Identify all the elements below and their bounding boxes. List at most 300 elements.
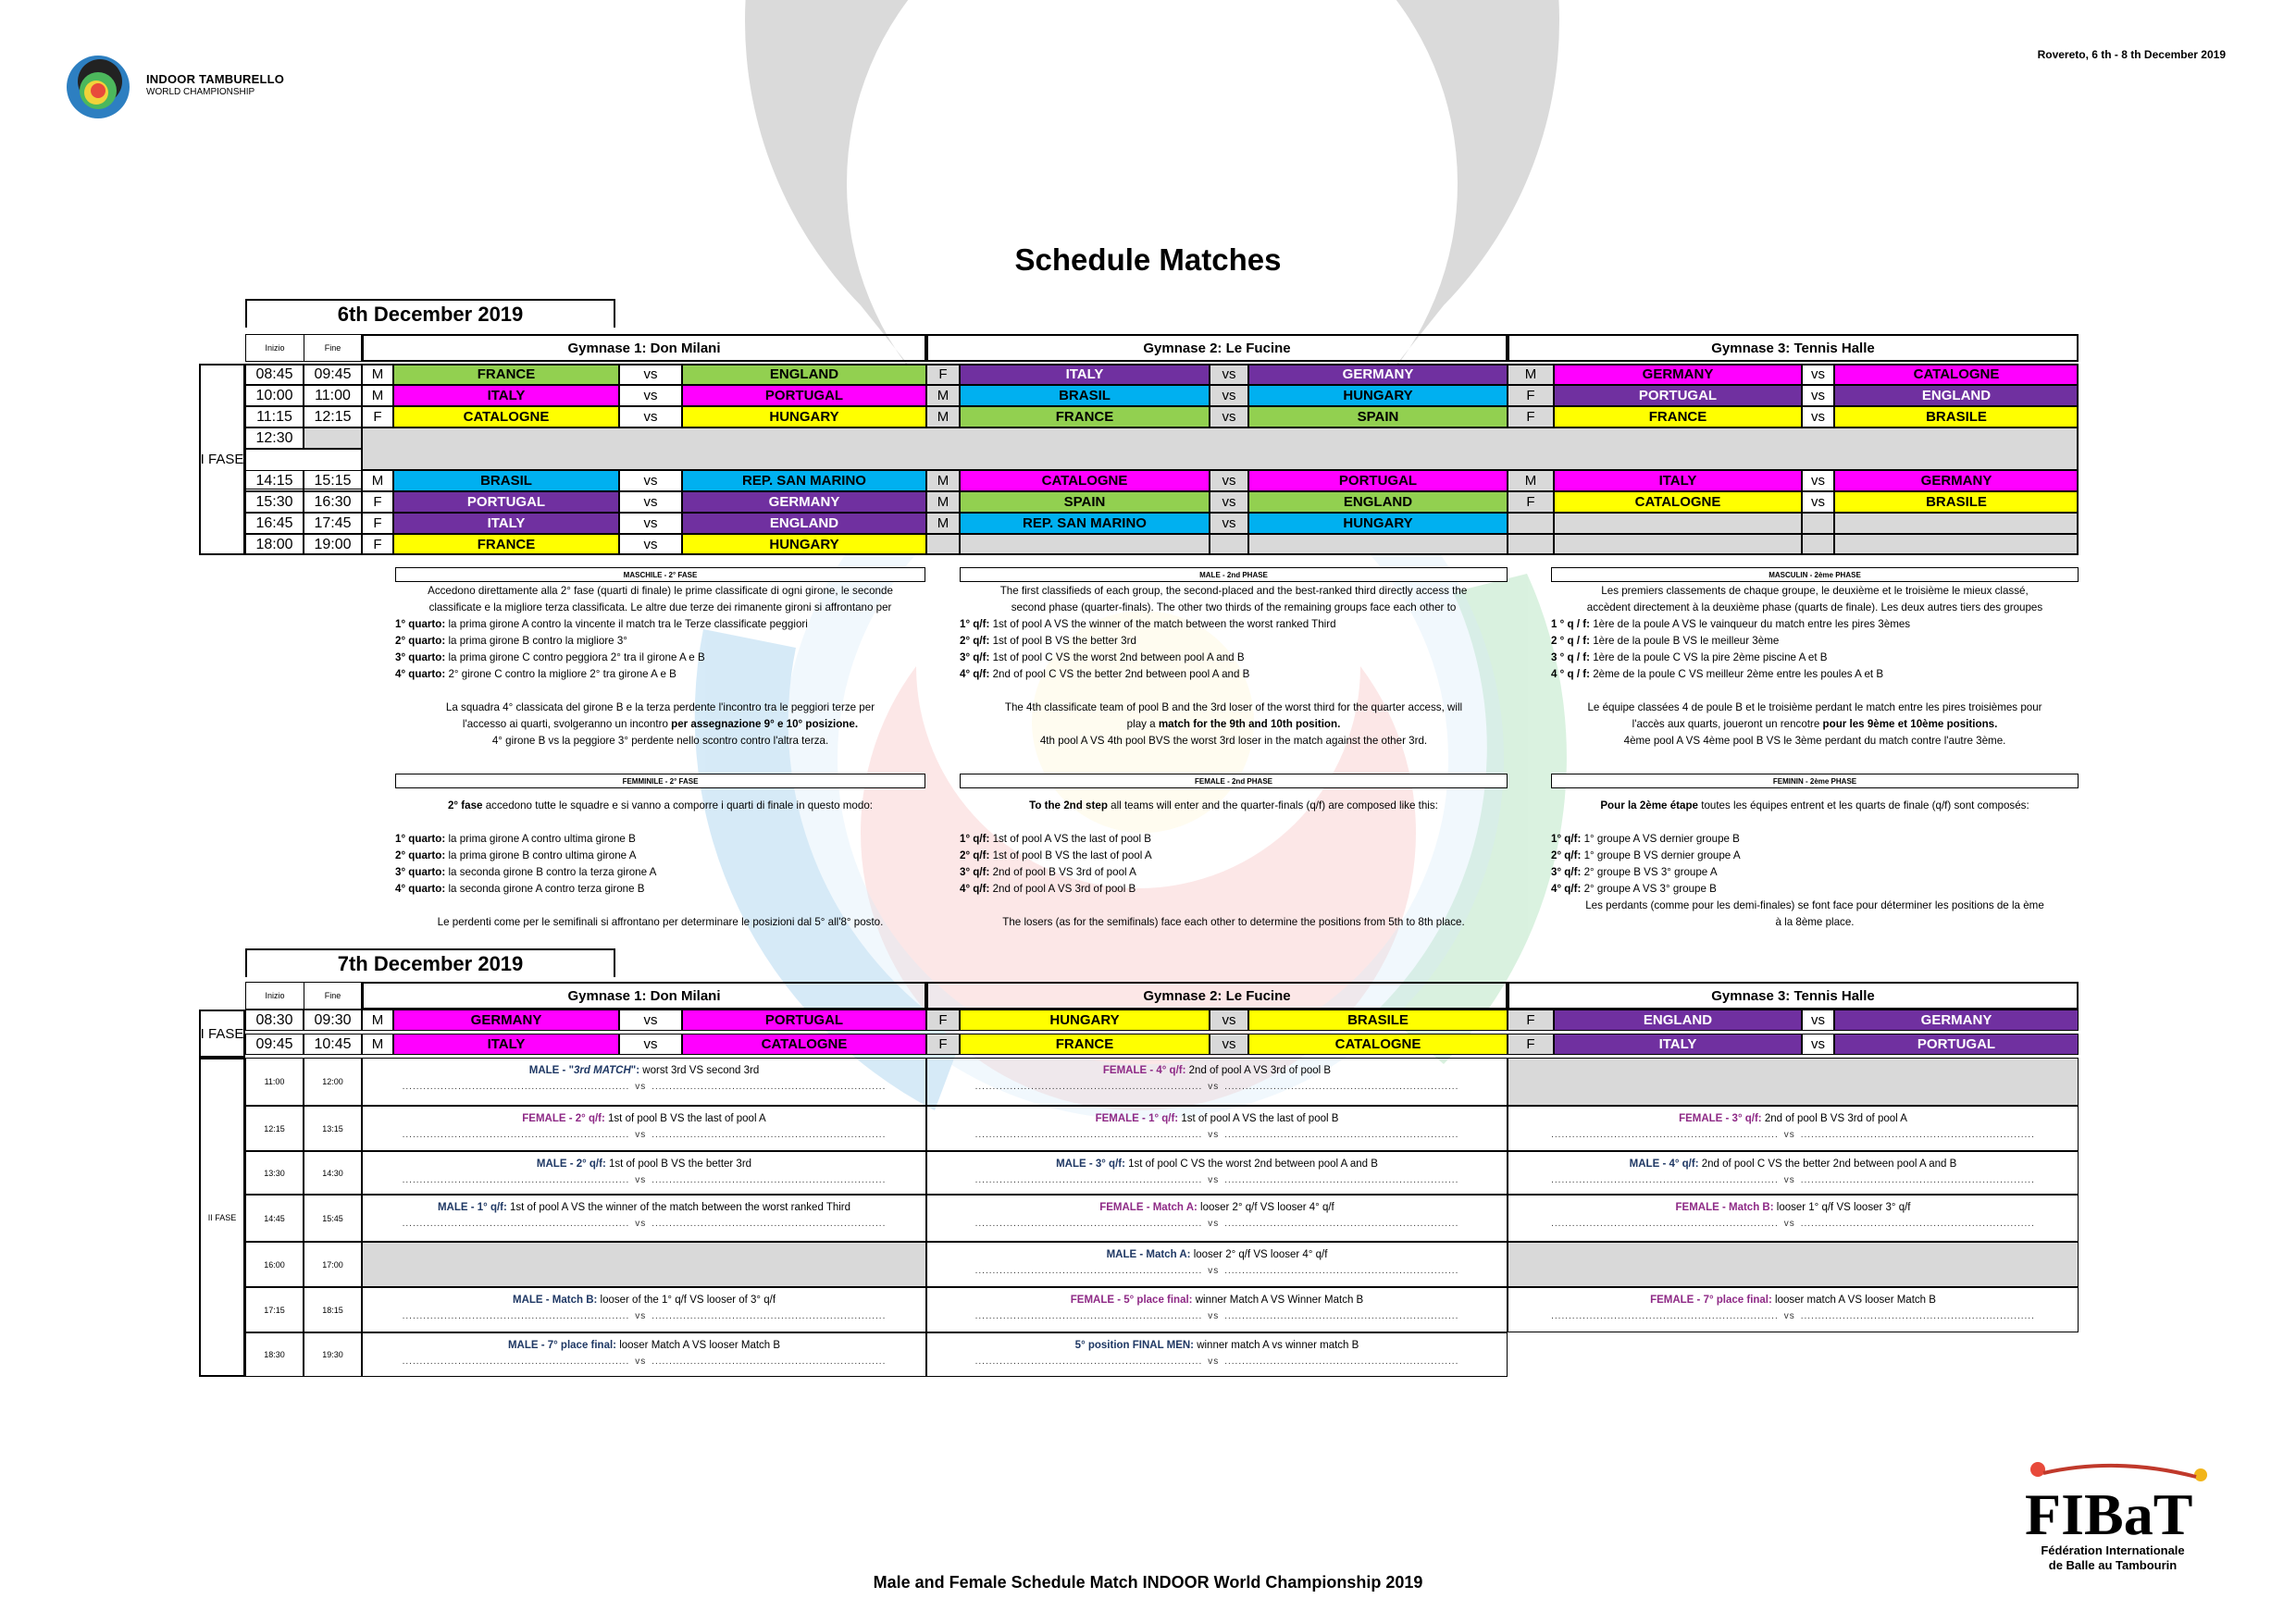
phase-label: I FASE: [199, 364, 245, 555]
note-text: 2° quarto:: [395, 635, 446, 647]
note-text: 1° quarto:: [395, 618, 446, 630]
start-time: 11:15: [245, 406, 304, 427]
team-blank-home: .................................................................: [402, 1082, 630, 1092]
note-line: [960, 583, 1508, 600]
event-logo: [65, 54, 370, 128]
note-line: [1551, 864, 2079, 881]
match-entry-line: [1508, 1308, 2078, 1325]
vs-label: vs: [1210, 1010, 1248, 1031]
match-entry-line: [363, 1079, 925, 1096]
gender-label: M: [926, 385, 960, 406]
note-line: [960, 683, 1508, 700]
match-slot: [1508, 1151, 2079, 1195]
vs-label: vs: [1802, 385, 1834, 406]
vs-label: vs: [619, 534, 682, 555]
match-rule: 1st of pool C VS the worst 2nd between pool A and B: [1124, 1158, 1378, 1170]
phase1-label: I FASE: [199, 1010, 245, 1058]
en-female-notes: [960, 798, 1508, 931]
team-home: FRANCE: [960, 406, 1210, 427]
vs-label: vs: [619, 385, 682, 406]
match-rule: 1st of pool B VS the last of pool A: [604, 1113, 766, 1124]
note-text: The losers (as for the semifinals) face each other to determine the positions from 5th to 8th place.: [1002, 916, 1465, 928]
team-away: PORTUGAL: [1834, 1034, 2079, 1055]
note-line: [1551, 798, 2079, 814]
vs-label: vs: [619, 1010, 682, 1031]
end-label: Fine: [304, 334, 362, 362]
team-blank-away: ...................................................................: [1224, 1082, 1459, 1092]
team-home: BRASIL: [393, 470, 619, 491]
note-line: [395, 733, 925, 750]
note-text: 4 ° q / f:: [1551, 668, 1590, 680]
end-time: 14:30: [304, 1151, 362, 1195]
match-title: FEMALE - 3° q/f:: [1679, 1113, 1762, 1124]
note-line: [1551, 583, 2079, 600]
note-text: per assegnazione 9° e 10° posizione.: [671, 718, 859, 730]
note-text: 2 ° q / f:: [1551, 635, 1590, 647]
team-away: ENGLAND: [1834, 385, 2079, 406]
match-title: FEMALE - Match A:: [1099, 1202, 1198, 1213]
note-line: [395, 831, 925, 848]
note-line: [960, 733, 1508, 750]
match-description: [363, 1337, 925, 1354]
team-home: ITALY: [960, 364, 1210, 385]
empty-slot: [1802, 534, 1834, 555]
match-description: [927, 1199, 1507, 1216]
note-text: 1° groupe B VS dernier groupe A: [1581, 849, 1741, 861]
note-text: [395, 899, 398, 911]
note-line: [395, 848, 925, 864]
note-text: [1232, 685, 1235, 697]
match-slot: [926, 1195, 1508, 1242]
note-line: [1551, 716, 2079, 733]
match-slot: [362, 1106, 926, 1151]
fr-female-heading: FEMININ - 2ème PHASE: [1551, 774, 2079, 788]
start-time: 15:30: [245, 491, 304, 513]
phase2-label: II FASE: [199, 1058, 245, 1377]
end-time: 15:45: [304, 1195, 362, 1242]
team-home: REP. SAN MARINO: [960, 513, 1210, 534]
vs-label: vs: [619, 470, 682, 491]
vs-label: vs: [1210, 513, 1248, 534]
team-blank-away: ...................................................................: [1224, 1219, 1459, 1229]
note-line: [1551, 881, 2079, 898]
note-text: 3° quarto:: [395, 866, 446, 878]
end-time: 10:45: [304, 1034, 362, 1055]
team-blank-away: ...................................................................: [1800, 1175, 2035, 1185]
gender-label: F: [926, 1010, 960, 1031]
vs-label: vs: [1208, 1266, 1220, 1276]
team-home: ITALY: [1554, 1034, 1802, 1055]
vs-label: vs: [1783, 1130, 1795, 1140]
team-blank-away: ...................................................................: [652, 1175, 887, 1185]
note-text: 3° q/f:: [1551, 866, 1582, 878]
team-away: CATALOGNE: [682, 1034, 926, 1055]
note-line: [395, 898, 925, 914]
gender-label: F: [1508, 491, 1554, 513]
match-slot: [362, 1058, 926, 1106]
note-text: 1st of pool C VS the worst 2nd between pool A and B: [989, 651, 1245, 663]
note-text: 1° q/f:: [960, 833, 990, 845]
note-line: [960, 700, 1508, 716]
team-home: GERMANY: [393, 1010, 619, 1031]
match-slot: [1508, 1287, 2079, 1332]
team-blank-away: ...................................................................: [652, 1357, 887, 1367]
team-home: FRANCE: [960, 1034, 1210, 1055]
note-line: [395, 700, 925, 716]
note-line: [960, 716, 1508, 733]
note-text: 1st of pool B VS the better 3rd: [989, 635, 1136, 647]
match-description: [1508, 1156, 2078, 1172]
note-line: [395, 914, 925, 931]
team-blank-home: .................................................................: [974, 1130, 1203, 1140]
note-text: 2° quarto:: [395, 849, 446, 861]
team-blank-home: .................................................................: [974, 1082, 1203, 1092]
team-away: CATALOGNE: [1834, 364, 2079, 385]
team-home: CATALOGNE: [960, 470, 1210, 491]
gender-label: F: [362, 534, 393, 555]
end-time: 17:00: [304, 1242, 362, 1287]
note-line: [960, 600, 1508, 616]
note-line: [1551, 600, 2079, 616]
team-home: ITALY: [393, 1034, 619, 1055]
empty-slot: [960, 534, 1210, 555]
end-time: 18:15: [304, 1287, 362, 1332]
note-text: 3° quarto:: [395, 651, 446, 663]
match-title: MALE - 2° q/f:: [536, 1158, 606, 1170]
tamburello-logo-icon: [65, 54, 131, 120]
note-text: toutes les équipes entrent et les quarts de finale (q/f) sont composés:: [1698, 799, 2029, 812]
note-line: [395, 881, 925, 898]
match-rule: looser 2° q/f VS looser 4° q/f: [1197, 1202, 1334, 1213]
match-slot: [926, 1332, 1508, 1377]
vs-label: vs: [1210, 406, 1248, 427]
start-time: 10:00: [245, 385, 304, 406]
team-away: PORTUGAL: [1248, 470, 1508, 491]
team-away: BRASILE: [1834, 491, 2079, 513]
gym-header-2: Gymnase 2: Le Fucine: [926, 334, 1508, 362]
start-time: 09:45: [245, 1034, 304, 1055]
note-line: [1551, 914, 2079, 931]
gender-label: M: [1508, 470, 1554, 491]
empty-slot: [1834, 534, 2079, 555]
match-title: MALE - 3° q/f:: [1056, 1158, 1125, 1170]
match-entry-line: [1508, 1172, 2078, 1189]
match-title: MALE - 7° place final:: [507, 1340, 616, 1351]
end-time: 19:30: [304, 1332, 362, 1377]
team-home: GERMANY: [1554, 364, 1802, 385]
team-home: CATALOGNE: [1554, 491, 1802, 513]
note-line: [1551, 898, 2079, 914]
team-home: ITALY: [393, 513, 619, 534]
match-slot: [926, 1058, 1508, 1106]
note-line: [1551, 700, 2079, 716]
note-text: match for the 9th and 10th position.: [1158, 718, 1341, 730]
empty-slot: [1802, 513, 1834, 534]
team-blank-home: .................................................................: [402, 1175, 630, 1185]
note-text: 2° girone C contro la migliore 2° tra girone A e B: [445, 668, 676, 680]
match-description: [927, 1156, 1507, 1172]
gender-label: F: [1508, 385, 1554, 406]
match-rule: looser Match A VS looser Match B: [616, 1340, 781, 1351]
empty-slot: [1210, 534, 1248, 555]
end-time: 13:15: [304, 1106, 362, 1151]
team-blank-away: ...................................................................: [1800, 1311, 2035, 1321]
note-text: La squadra 4° classicata del girone B e la terza perdente l'incontro tra le peggiori terze per: [445, 701, 875, 713]
note-line: [395, 716, 925, 733]
note-line: [395, 650, 925, 666]
vs-label: vs: [1783, 1311, 1795, 1321]
note-line: [960, 914, 1508, 931]
it-female-heading: FEMMINILE - 2° FASE: [395, 774, 925, 788]
match-slot: [1508, 1106, 2079, 1151]
match-slot: [926, 1106, 1508, 1151]
team-home: SPAIN: [960, 491, 1210, 513]
note-line: [1551, 650, 2079, 666]
note-text: 4° quarto:: [395, 668, 446, 680]
match-slot: [362, 1287, 926, 1332]
note-text: [960, 899, 962, 911]
note-text: [659, 685, 662, 697]
note-text: la prima girone C contro peggiora 2° tra il girone A e B: [445, 651, 705, 663]
note-line: [960, 666, 1508, 683]
team-blank-away: ...................................................................: [1224, 1175, 1459, 1185]
fibat-line2: de Balle au Tambourin: [2048, 1558, 2178, 1572]
team-blank-home: .................................................................: [402, 1130, 630, 1140]
gender-label: M: [926, 513, 960, 534]
team-away: GERMANY: [1834, 470, 2079, 491]
team-blank-home: .................................................................: [974, 1219, 1203, 1229]
note-text: la prima girone B contro ultima girone A: [445, 849, 637, 861]
note-text: accèdent directement à la deuxième phase (quarts de finale). Les deux autres tiers des groupes: [1586, 601, 2043, 613]
note-line: [960, 864, 1508, 881]
note-line: [395, 683, 925, 700]
vs-label: vs: [619, 364, 682, 385]
start-time: 18:00: [245, 534, 304, 555]
note-text: Pour la 2ème étape: [1600, 799, 1698, 812]
lunch-break-band: [362, 427, 2079, 470]
note-line: [395, 798, 925, 814]
note-text: 2° q/f:: [960, 635, 990, 647]
gender-label: F: [1508, 406, 1554, 427]
team-blank-home: .................................................................: [402, 1219, 630, 1229]
empty-slot: [926, 534, 960, 555]
start-label: Inizio: [245, 334, 304, 362]
note-text: la seconda girone A contro terza girone B: [445, 883, 645, 895]
note-line: [395, 616, 925, 633]
start-time: 17:15: [245, 1287, 304, 1332]
match-title: MALE - 4° q/f:: [1629, 1158, 1699, 1170]
note-line: [960, 650, 1508, 666]
note-line: [395, 583, 925, 600]
match-entry-line: [363, 1308, 925, 1325]
vs-label: vs: [1208, 1357, 1220, 1367]
team-home: HUNGARY: [960, 1010, 1210, 1031]
vs-label: vs: [635, 1357, 647, 1367]
team-home: ITALY: [393, 385, 619, 406]
gender-label: M: [926, 406, 960, 427]
empty-slot: [1554, 534, 1802, 555]
vs-label: vs: [1802, 406, 1834, 427]
team-blank-away: ...................................................................: [652, 1130, 887, 1140]
note-text: 2nd of pool B VS 3rd of pool A: [989, 866, 1136, 878]
match-title: MALE - ": [528, 1065, 575, 1076]
team-away: GERMANY: [1248, 364, 1508, 385]
start-time: 11:00: [245, 1058, 304, 1106]
note-text: 4° girone B vs la peggiore 3° perdente nello scontro contro l'altra terza.: [491, 735, 829, 747]
note-text: Le équipe classées 4 de poule B et le troisième perdant le match entre les pires troisièmes pour: [1587, 701, 2042, 713]
match-title: FEMALE - 7° place final:: [1650, 1295, 1772, 1306]
vs-label: vs: [1802, 364, 1834, 385]
note-text: second phase (quarter-finals). The other two thirds of the remaining groups face each other to: [1011, 601, 1457, 613]
vs-label: vs: [1208, 1311, 1220, 1321]
match-entry-line: [927, 1216, 1507, 1233]
note-text: 3° q/f:: [960, 651, 990, 663]
team-blank-away: ...................................................................: [1224, 1357, 1459, 1367]
team-home: ITALY: [1554, 470, 1802, 491]
note-text: 1° quarto:: [395, 833, 446, 845]
match-slot: [362, 1151, 926, 1195]
gender-label: F: [926, 1034, 960, 1055]
start-time: 13:30: [245, 1151, 304, 1195]
team-home: FRANCE: [1554, 406, 1802, 427]
team-away: ENGLAND: [1248, 491, 1508, 513]
team-home: FRANCE: [393, 364, 619, 385]
match-rule: looser 2° q/f VS looser 4° q/f: [1190, 1249, 1328, 1260]
note-line: [1551, 616, 2079, 633]
end-time: 09:45: [304, 364, 362, 385]
team-away: BRASILE: [1834, 406, 2079, 427]
note-text: 1ère de la poule C VS la pire 2ème piscine A et B: [1590, 651, 1828, 663]
team-away: BRASILE: [1248, 1010, 1508, 1031]
empty-slot: [1248, 534, 1508, 555]
note-text: 2° q/f:: [960, 849, 990, 861]
en-male-heading: MALE - 2nd PHASE: [960, 567, 1508, 582]
end-time: 17:45: [304, 513, 362, 534]
gender-label: M: [362, 364, 393, 385]
note-text: accedono tutte le squadre e si vanno a comporre i quarti di finale in questo modo:: [482, 799, 873, 812]
venue-dates: Rovereto, 6 th - 8 th December 2019: [2037, 48, 2226, 61]
logo-name: INDOOR TAMBURELLO: [146, 72, 285, 86]
team-away: HUNGARY: [682, 406, 926, 427]
team-away: PORTUGAL: [682, 385, 926, 406]
empty-slot: [1834, 513, 2079, 534]
team-away: GERMANY: [1834, 1010, 2079, 1031]
note-text: classificate e la migliore terza classificata. Le altre due terze dei rimanente gironi si affrontano per: [428, 601, 892, 613]
gym-header-1: Gymnase 1: Don Milani: [362, 982, 926, 1010]
match-entry-line: [363, 1127, 925, 1144]
match-slot: [362, 1332, 926, 1377]
note-text: 1 ° q / f:: [1551, 618, 1590, 630]
note-text: Le perdenti come per le semifinali si affrontano per determinare le posizioni dal 5° all'8° posto.: [437, 916, 884, 928]
note-text: 3 ° q / f:: [1551, 651, 1590, 663]
team-blank-home: .................................................................: [974, 1175, 1203, 1185]
vs-label: vs: [1208, 1130, 1220, 1140]
vs-label: vs: [1783, 1175, 1795, 1185]
footer-caption: Male and Female Schedule Match INDOOR World Championship 2019: [873, 1573, 1423, 1592]
start-time: 12:30: [245, 427, 304, 449]
start-time: 16:00: [245, 1242, 304, 1287]
match-title: MALE - 1° q/f:: [437, 1202, 507, 1213]
gym-header-3: Gymnase 3: Tennis Halle: [1508, 334, 2079, 362]
team-blank-away: ...................................................................: [652, 1219, 887, 1229]
note-text: [960, 816, 962, 828]
note-line: [960, 633, 1508, 650]
note-text: l'accesso ai quarti, svolgeranno un incontro: [462, 718, 672, 730]
team-blank-away: ...................................................................: [1800, 1130, 2035, 1140]
en-female-heading: FEMALE - 2nd PHASE: [960, 774, 1508, 788]
fr-male-heading: MASCULIN - 2ème PHASE: [1551, 567, 2079, 582]
note-line: [1551, 733, 2079, 750]
vs-label: vs: [1802, 470, 1834, 491]
start-time: 16:45: [245, 513, 304, 534]
note-line: [395, 633, 925, 650]
note-text: 2ème de la poule C VS meilleur 2ème entre les poules A et B: [1590, 668, 1884, 680]
match-entry-line: [363, 1172, 925, 1189]
match-description: [363, 1110, 925, 1127]
vs-label: vs: [635, 1219, 647, 1229]
gender-label: F: [362, 513, 393, 534]
gender-label: F: [1508, 1010, 1554, 1031]
team-away: GERMANY: [682, 491, 926, 513]
vs-label: vs: [1208, 1082, 1220, 1092]
gender-label: F: [926, 364, 960, 385]
note-text: pour les 9ème et 10ème positions.: [1822, 718, 1998, 730]
note-text: la prima girone A contro la vincente il match tra le Terze classificate peggiori: [445, 618, 808, 630]
end-time: 12:15: [304, 406, 362, 427]
match-entry-line: [363, 1354, 925, 1370]
note-line: [1551, 814, 2079, 831]
match-title: FEMALE - 2° q/f:: [522, 1113, 605, 1124]
note-text: 4° quarto:: [395, 883, 446, 895]
note-text: 1st of pool B VS the last of pool A: [989, 849, 1152, 861]
team-blank-home: .................................................................: [1551, 1175, 1779, 1185]
vs-label: vs: [635, 1311, 647, 1321]
start-time: 12:15: [245, 1106, 304, 1151]
match-title: MALE - Match B:: [512, 1295, 598, 1306]
match-entry-line: [927, 1127, 1507, 1144]
start-time: 14:45: [245, 1195, 304, 1242]
match-rule: 1st of pool B VS the better 3rd: [605, 1158, 752, 1170]
match-rule: worst 3rd VS second 3rd: [639, 1065, 760, 1076]
note-line: [1551, 633, 2079, 650]
vs-label: vs: [1802, 491, 1834, 513]
team-away: HUNGARY: [1248, 513, 1508, 534]
note-line: [960, 898, 1508, 914]
note-line: [1551, 666, 2079, 683]
match-slot: [362, 1242, 926, 1287]
note-line: [960, 848, 1508, 864]
gender-label: M: [926, 470, 960, 491]
day1-date: 6th December 2019: [245, 299, 615, 328]
note-text: Les perdants (comme pour les demi-finales) se font face pour déterminer les positions de la ème: [1585, 899, 2044, 911]
vs-label: vs: [635, 1082, 647, 1092]
match-title: FEMALE - 4° q/f:: [1102, 1065, 1186, 1076]
note-line: [960, 814, 1508, 831]
note-text: 4° q/f:: [960, 668, 990, 680]
start-time: 08:30: [245, 1010, 304, 1031]
match-entry-line: [1508, 1216, 2078, 1233]
match-entry-line: [927, 1263, 1507, 1280]
team-blank-home: .................................................................: [402, 1357, 630, 1367]
match-rule: looser 1° q/f VS looser 3° q/f: [1773, 1202, 1911, 1213]
match-title-em: 3rd MATCH: [574, 1065, 631, 1076]
end-time: [304, 427, 362, 449]
match-title: 5° position FINAL MEN:: [1074, 1340, 1194, 1351]
note-text: 4° q/f:: [1551, 883, 1582, 895]
gender-label: M: [1508, 364, 1554, 385]
en-male-notes: [960, 583, 1508, 750]
empty-slot: [1508, 513, 1554, 534]
